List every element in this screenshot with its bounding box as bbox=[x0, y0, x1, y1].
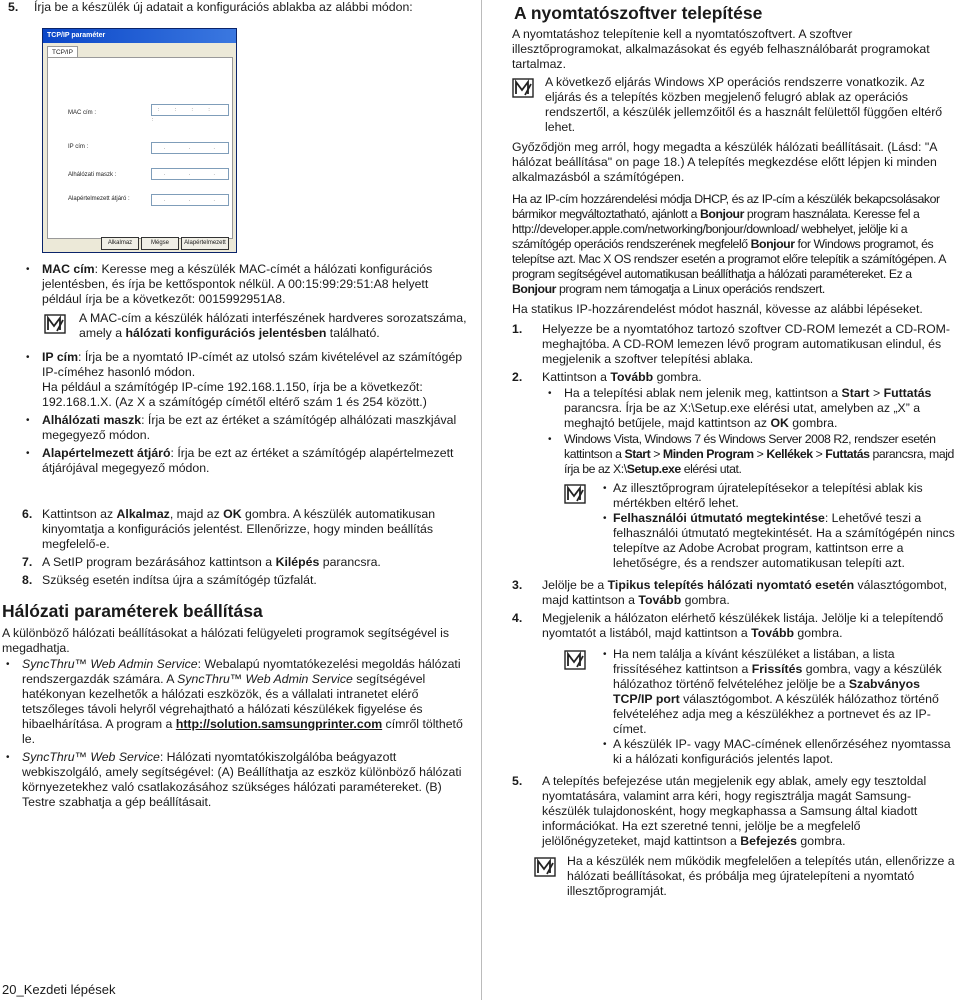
gateway-label: Alapértelmezett átjáró : bbox=[68, 196, 130, 202]
left-bullets bbox=[20, 262, 468, 476]
gateway-bullet: • Alapértelmezett átjáró: Írja be ezt az értéket a számítógép alapértelmezett átjárójával megegyező módon. bbox=[20, 446, 468, 476]
step-5-text: Írja be a készülék új adatait a konfigurációs ablakba az alábbi módon: bbox=[34, 0, 413, 14]
mac-bullet: • MAC cím: Keresse meg a készülék MAC-címét a hálózati konfigurációs jelentésben, és írja be kettőspontok nélkül. A 00:15:99:29:51:A8 helyett például írja be a következőt: 0015992951A8. bbox=[20, 262, 468, 307]
install-step-2: 2. Kattintson a Tovább gombra. • Ha a telepítési ablak nem jelenik meg, kattintson a Start > Futtatás parancsra. Írja be az X:\Setup.exe elérési utat, amelyben az „X” a meghajtó betűjele, majd kattintson az OK gombra. • Windows Vista, Windows 7 és Windows Server 2008 R2, rendszer esetén kattintson a Start > Minden Program > Kellékek > Futtatás parancsra, majd írja be az X:\Setup.exe elérési utat. • Az illesztőprogram újratelepítésekor a telepítési ablak kis mértékben eltérő lehet. • Felhasználói útmutató megtekintése: Lehetővé teszi a felhasználói útmutató megtekintését. Ha a számítógépén nincs telepítve az Adobe Acrobat program, kattintson erre a lehetőségre, és a rendszer automatikusan telepíti azt. bbox=[512, 370, 958, 571]
final-note: Ha a készülék nem működik megfelelően a telepítés után, ellenőrizze a hálózati beállításokat, és próbálja meg újratelepíteni a nyomtató illesztőprogramját. bbox=[534, 854, 958, 899]
mac-field[interactable]: : : : : : bbox=[151, 104, 229, 116]
tcpip-dialog bbox=[42, 28, 237, 253]
step-6: 6. Kattintson az Alkalmaz, majd az OK gombra. A készülék automatikusan kinyomtatja a konfigurációs jelentést. Ellenőrizze, hogy minden beállítás megfelelő-e. bbox=[22, 507, 436, 551]
mac-label: MAC cím : bbox=[68, 110, 96, 116]
bonjour-para: Ha az IP-cím hozzárendelési módja DHCP, és az IP-cím a készülék bekapcsolásakor bármikor megváltoztatható, ajánlott a Bonjour program használata. Keresse fel a http://developer.apple.com/networking/bonjour/download/ webhelyet, jelölje ki a számítógép operációs rendszerének megfelelő Bonjour for Windows programot, és telepítse azt. Mac X OS rendszer esetén a programot előre telepítik a számítógépen. A program segítségével automatikusan beállíthatja a hálózati paramétereket. Ez a Bonjour program nem támogatja a Linux operációs rendszert. bbox=[512, 192, 946, 296]
note-icon bbox=[564, 650, 586, 670]
steps-6-8 bbox=[0, 507, 470, 588]
note-icon bbox=[564, 484, 586, 504]
install-body bbox=[512, 27, 958, 899]
install-intro: A nyomtatáshoz telepítenie kell a nyomtatószoftvert. A szoftver illesztőprogramokat, alkalmazásokat és egyéb felhasználóbarát programokat tartalmaz. bbox=[512, 27, 930, 71]
note-icon bbox=[512, 78, 534, 98]
run-setup-bullet: • Ha a telepítési ablak nem jelenik meg, kattintson a Start > Futtatás parancsra. Írja be az X:\Setup.exe elérési utat, amelyben az „X” a meghajtó betűjele, majd kattintson az OK gombra. bbox=[542, 386, 958, 431]
dialog-panel bbox=[47, 57, 233, 239]
subnet-label: Alhálózati maszk : bbox=[68, 172, 117, 178]
ip-bullet: • IP cím: Írja be a nyomtató IP-címét az utolsó szám kivételével az számítógép IP-címéhez hasonló módon. Ha például a számítógép IP-címe 192.168.1.150, írja be a következőt: 192.168.1.X. (Az X a számítógép címétől eltérő szám 1 és 254 között.) bbox=[20, 350, 468, 410]
install-step-5: 5. A telepítés befejezése után megjelenik egy ablak, amely egy tesztoldal nyomtatására, valamint arra kéri, hogy regisztrálja magát Samsung-készülék tulajdonosként, hogy megkaphassa a Samsung által kiadott információkat. Ha ezt szeretné tenni, jelölje be a megfelelő jelölőnégyzeteket, majd kattintson a Befejezés gombra. bbox=[512, 774, 927, 848]
dialog-title: TCP/IP paraméter bbox=[43, 29, 236, 43]
ip-label: IP cím : bbox=[68, 144, 89, 150]
syncthru-list bbox=[0, 657, 470, 810]
install-step-1: 1. Helyezze be a nyomtatóhoz tartozó szoftver CD-ROM lemezét a CD-ROM-meghajtóba. A CD-ROM lemezen lévő program automatikusan elindul, és megjelenik a szoftver telepítési ablaka. bbox=[512, 322, 950, 366]
vista-bullet: • Windows Vista, Windows 7 és Windows Server 2008 R2, rendszer esetén kattintson a Start > Minden Program > Kellékek > Futtatás parancsra, majd írja be az X:\Setup.exe elérési utat. bbox=[542, 432, 958, 477]
section-intro: A különböző hálózati beállításokat a hálózati felügyeleti programok segítségével is megadhatja. bbox=[2, 626, 450, 655]
user-guide-bullet: • Felhasználói útmutató megtekintése: Lehetővé teszi a felhasználói útmutató megtekintését. Ha a számítógépén nincs telepítve az Adobe Acrobat program, kattintson erre a lehetőségre, és a rendszer automatikusan telepíti azt. bbox=[597, 511, 958, 571]
right-column bbox=[481, 0, 960, 1000]
refresh-bullet: • Ha nem találja a kívánt készüléket a listában, a lista frissítéséhez kattintson a Frissítés gombra, vagy a készülék hálózathoz történő felvételéhez jelölje be a Szabványos TCP/IP port választógombot. A készülék hálózathoz történő felvételéhez adja meg a készülékhez a portnevet és az IP-címet. bbox=[597, 647, 958, 737]
ip-field[interactable]: . . . bbox=[151, 142, 229, 154]
samsung-link[interactable]: http://solution.samsungprinter.com bbox=[175, 717, 383, 731]
note-icon bbox=[44, 314, 66, 334]
xp-note: A következő eljárás Windows XP operációs rendszerre vonatkozik. Az eljárás és a telepítés közben megjelenő felugró ablak az operációs rendszertől, a készülék jellemzőitől és a használt felülettől függően eltérő lehet. bbox=[512, 75, 958, 135]
reinstall-bullet: • Az illesztőprogram újratelepítésekor a telepítési ablak kis mértékben eltérő lehet. bbox=[597, 481, 958, 511]
step-4-note bbox=[564, 647, 958, 767]
network-check-para: Győződjön meg arról, hogy megadta a készülék hálózati beállításait. (Lásd: "A hálózat beállítása" on page 18.) A telepítés megkezdése előtt lépjen ki minden alkalmazásból a számítógépen. bbox=[512, 140, 937, 184]
static-ip-para: Ha statikus IP-hozzárendelést módot használ, kövesse az alábbi lépéseket. bbox=[512, 302, 923, 316]
apply-button[interactable]: Alkalmaz bbox=[101, 237, 139, 250]
print-config-bullet: • A készülék IP- vagy MAC-címének ellenőrzéséhez nyomtassa ki a hálózati konfigurációs jelentés lapot. bbox=[597, 737, 958, 767]
syncthru-admin-bullet: • SyncThru™ Web Admin Service: Webalapú nyomtatókezelési megoldás hálózati rendszergazdák számára. A SyncThru™ Web Admin Service segítségével hatékonyan kezelhetők a hálózati eszközök, és a vállalati intranetet elérő tetszőleges távoli helyről végrehajtható a hálózati készülékek figyelése és hibaelhárítása. A program a http://solution.samsungprinter.com címről tölthető le. bbox=[0, 657, 470, 747]
install-step-3: 3. Jelölje be a Tipikus telepítés hálózati nyomtató esetén választógombot, majd kattintson a Tovább gombra. bbox=[512, 578, 948, 607]
syncthru-web-bullet: • SyncThru™ Web Service: Hálózati nyomtatókiszolgálóba beágyazott webkiszolgáló, amely segítségével: (A) Beállíthatja az eszköz különböző hálózati környezetekhez való csatlakozásához szükséges hálózati paramétereket. (B) Testre szabhatja a gép beállításait. bbox=[0, 750, 470, 810]
step-2-note bbox=[564, 481, 958, 571]
step-8: 8. Szükség esetén indítsa újra a számítógép tűzfalát. bbox=[22, 573, 317, 587]
tab-tcpip[interactable]: TCP/IP bbox=[47, 46, 78, 58]
step-7: 7. A SetIP program bezárásához kattintson a Kilépés parancsra. bbox=[22, 555, 381, 569]
default-button[interactable]: Alapértelmezett bbox=[181, 237, 229, 250]
cancel-button[interactable]: Mégse bbox=[141, 237, 179, 250]
subnet-bullet: • Alhálózati maszk: Írja be ezt az értéket a számítógép alhálózati maszkjával megegyező módon. bbox=[20, 413, 468, 443]
install-heading: A nyomtatószoftver telepítése bbox=[514, 3, 763, 23]
gateway-field[interactable]: . . . bbox=[151, 194, 229, 206]
subnet-field[interactable]: . . . bbox=[151, 168, 229, 180]
section-heading: Hálózati paraméterek beállítása bbox=[2, 601, 263, 621]
step-5: 5. Írja be a készülék új adatait a konfigurációs ablakba az alábbi módon: bbox=[0, 0, 470, 15]
install-step-4: 4. Megjelenik a hálózaton elérhető készülékek listája. Jelölje ki a telepítendő nyomtatót a listából, majd kattintson a Tovább gombra. • Ha nem találja a kívánt készüléket a listában, a lista frissítéséhez kattintson a Frissítés gombra, vagy a készülék hálózathoz történő felvételéhez jelölje be a Szabványos TCP/IP port választógombot. A készülék hálózathoz történő felvételéhez adja meg a készülékhez a portnevet és az IP-címet. • A készülék IP- vagy MAC-címének ellenőrzéséhez nyomtassa ki a hálózati konfigurációs jelentés lapot. bbox=[512, 611, 958, 767]
page-footer: 20_Kezdeti lépések bbox=[2, 982, 116, 997]
note-icon bbox=[534, 857, 556, 877]
mac-note: A MAC-cím a készülék hálózati interfészének hardveres sorozatszáma, amely a hálózati konfigurációs jelentésben található. bbox=[44, 311, 469, 341]
